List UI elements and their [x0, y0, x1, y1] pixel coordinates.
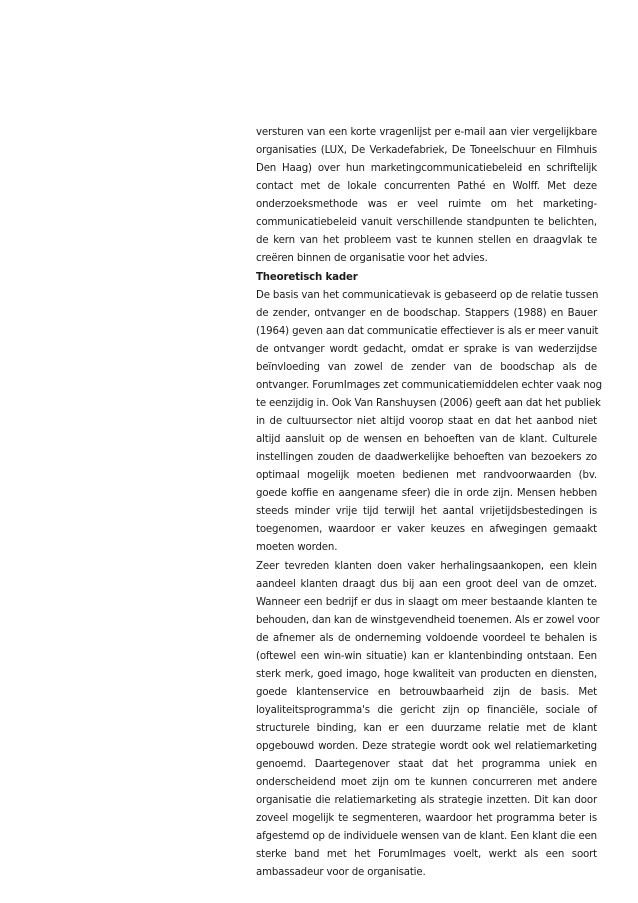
text-line: altijd aansluit op de wensen en behoeften van de klant. Culturele	[256, 434, 597, 445]
text-line: ontvanger. ForumImages zet communicatiemiddelen echter vaak nog	[256, 380, 602, 391]
text-line: goede koffie en aangename sfeer) die in orde zijn. Mensen hebben	[256, 488, 597, 499]
text-line: toegenomen, waardoor er vaker keuzes en afwegingen gemaakt	[256, 524, 597, 535]
text-line: steeds minder vrije tijd terwijl het aantal vrijetijdsbestedingen is	[256, 506, 597, 517]
text-line: behouden, dan kan de winstgevendheid toenemen. Als er zowel voor	[256, 615, 600, 626]
text-line: genoemd. Daartegenover staat dat het programma uniek en	[256, 759, 597, 770]
text-line: Den Haag) over hun marketingcommunicatiebeleid en schriftelijk	[256, 163, 597, 174]
text-line: optimaal mogelijk moeten bedienen met randvoorwaarden (bv.	[256, 470, 597, 481]
text-line: onderzoeksmethode was er veel ruimte om het marketing-	[256, 199, 597, 210]
paragraph-customers	[256, 558, 600, 882]
text-line: de afnemer als de onderneming voldoende voordeel te behalen is	[256, 633, 597, 644]
text-line: organisaties (LUX, De Verkadefabriek, De Toneelschuur en Filmhuis	[256, 145, 597, 156]
text-line: creëren binnen de organisatie voor het advies.	[256, 253, 488, 264]
section-theoretical-framework	[256, 269, 602, 557]
text-line: contact met de lokale concurrenten Pathé en Wolff. Met deze	[256, 181, 597, 192]
text-line: onderscheidend moet zijn om te kunnen concurreren met andere	[256, 777, 597, 788]
text-line: De basis van het communicatievak is gebaseerd op de relatie tussen	[256, 290, 599, 301]
text-line: Wanneer een bedrijf er dus in slaagt om meer bestaande klanten te	[256, 597, 597, 608]
text-line: sterke band met het ForumImages voelt, werkt als een soort	[256, 849, 597, 860]
section-heading: Theoretisch kader	[256, 272, 358, 283]
text-line: (1964) geven aan dat communicatie effectiever is als er meer vanuit	[256, 326, 599, 337]
text-line: de zender, ontvanger en de boodschap. Stappers (1988) en Bauer	[256, 308, 597, 319]
text-line: de kern van het probleem vast te kunnen stellen en draagvlak te	[256, 235, 597, 246]
text-line: (oftewel een win-win situatie) kan er klantenbinding ontstaan. Een	[256, 651, 597, 662]
text-line: loyaliteitsprogramma's die gericht zijn op financiële, sociale of	[256, 705, 597, 716]
text-line: aandeel klanten draagt dus bij aan een groot deel van de omzet.	[256, 579, 597, 590]
text-line: structurele binding, kan er een duurzame relatie met de klant	[256, 723, 597, 734]
text-line: versturen van een korte vragenlijst per e-mail aan vier vergelijkbare	[256, 127, 597, 138]
text-line: instellingen zouden de daadwerkelijke behoeften van bezoekers zo	[256, 452, 597, 463]
text-line: Zeer tevreden klanten doen vaker herhalingsaankopen, een klein	[256, 561, 597, 572]
text-line: organisatie die relatiemarketing als strategie inzetten. Dit kan door	[256, 795, 597, 806]
text-line: ambassadeur voor de organisatie.	[256, 867, 426, 878]
text-line: de ontvanger wordt gedacht, omdat er sprake is van wederzijdse	[256, 344, 597, 355]
text-line: zoveel mogelijk te segmenteren, waardoor het programma beter is	[256, 813, 597, 824]
text-line: sterk merk, goed imago, hoge kwaliteit van producten en diensten,	[256, 669, 597, 680]
text-line: goede klantenservice en betrouwbaarheid zijn de basis. Met	[256, 687, 597, 698]
text-line: in de cultuursector niet altijd voorop staat en dat het aanbod niet	[256, 416, 597, 427]
paragraph-intro	[256, 124, 597, 268]
text-line: opgebouwd worden. Deze strategie wordt ook wel relatiemarketing	[256, 741, 597, 752]
text-line: communicatiebeleid vanuit verschillende standpunten te belichten,	[256, 217, 597, 228]
text-line: afgestemd op de individuele wensen van de klant. Een klant die een	[256, 831, 597, 842]
text-line: moeten worden.	[256, 542, 338, 553]
text-line: te eenzijdig in. Ook Van Ranshuysen (2006) geeft aan dat het publiek	[256, 398, 601, 409]
text-line: beïnvloeding van zowel de zender van de boodschap als de	[256, 362, 597, 373]
